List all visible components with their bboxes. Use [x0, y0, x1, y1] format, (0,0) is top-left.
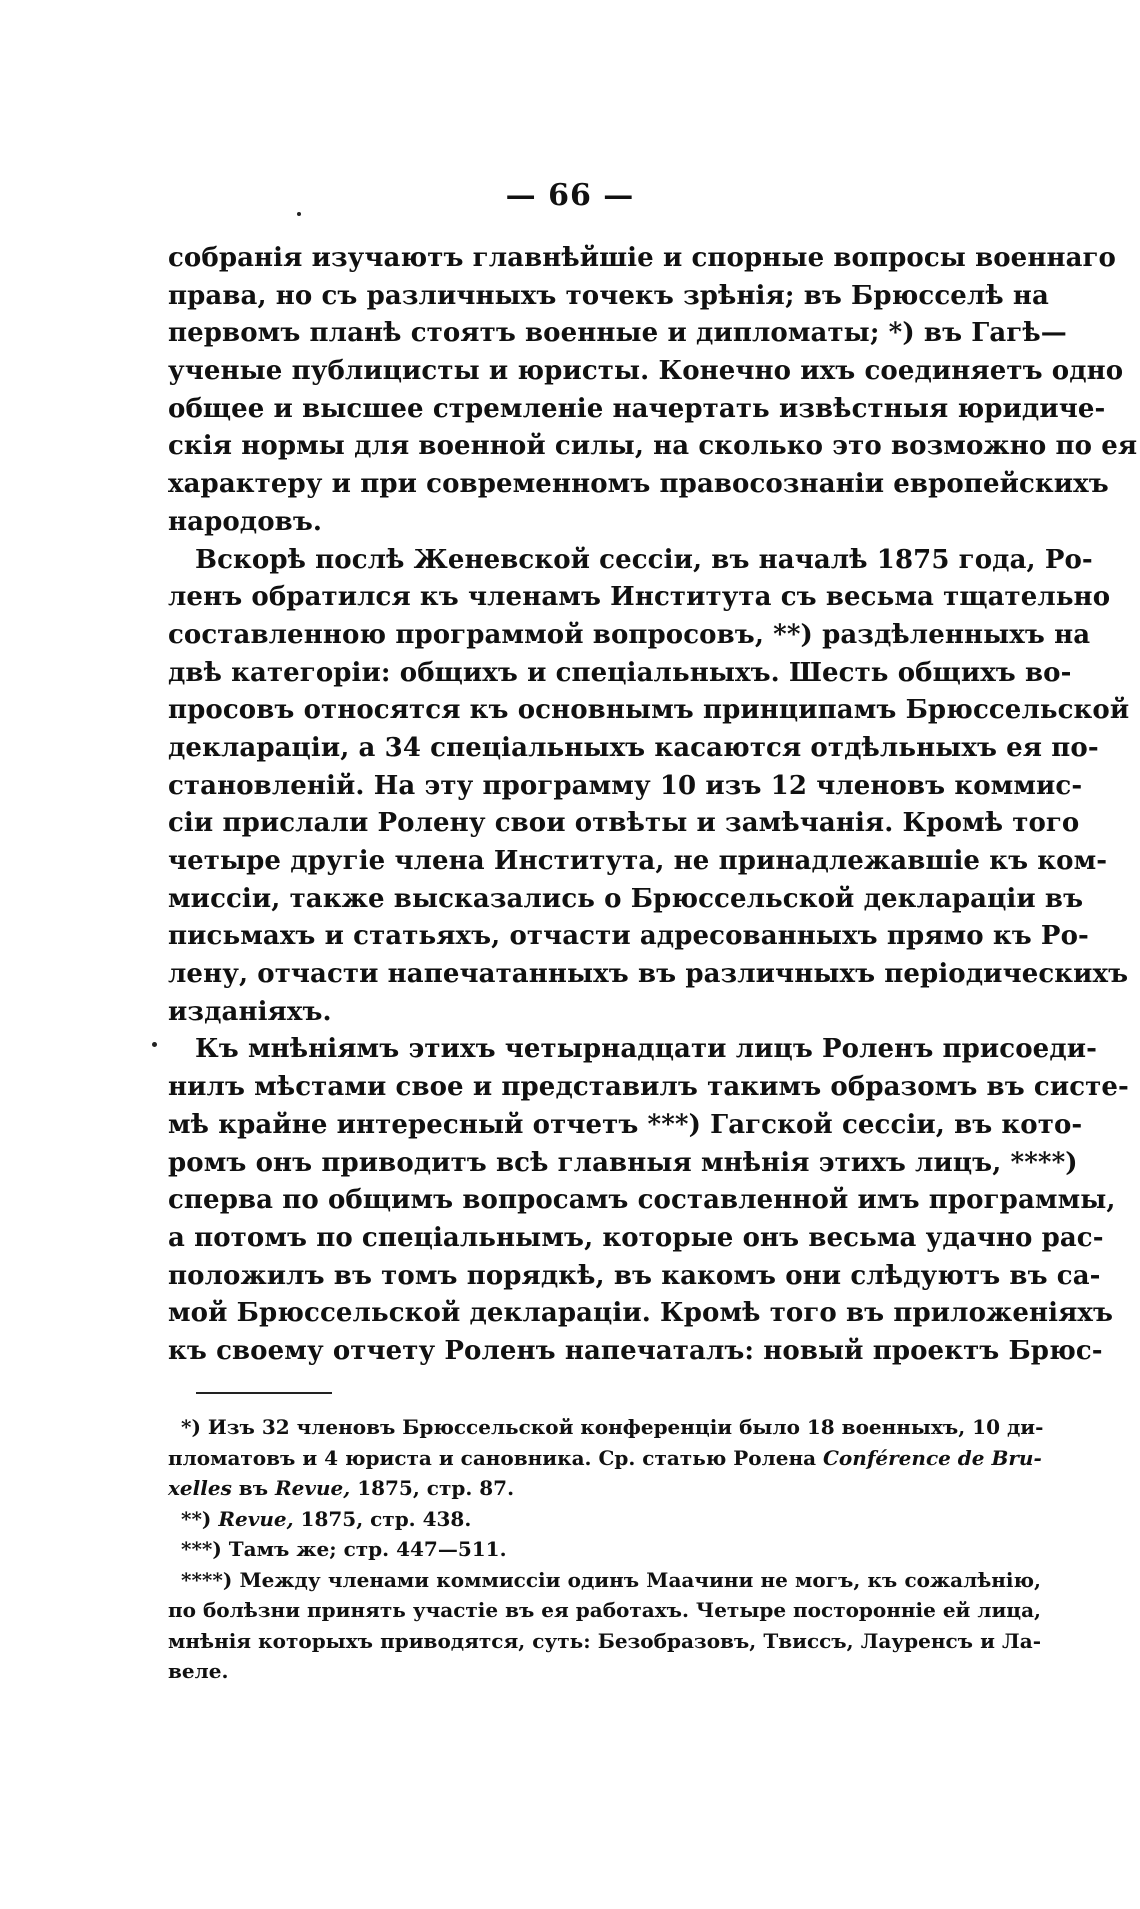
- text-line: лену, отчасти напечатанныхъ въ различныхъ періодическихъ: [168, 959, 1129, 990]
- footnote-1-text: пломатовъ и 4 юриста и сановника. Ср. статью Ролена: [168, 1445, 817, 1470]
- footnote-4-line: ****) Между членами коммиссіи одинъ Маачини не могъ, къ сожалѣнію,: [181, 1567, 1041, 1592]
- print-speck: [297, 212, 301, 216]
- footnote-1-line: [168, 1473, 1041, 1504]
- footnote-1-title: Conférence de Bru-: [823, 1445, 1042, 1470]
- footnote-2-mark: **): [181, 1506, 212, 1531]
- text-line: сперва по общимъ вопросамъ составленной имъ программы,: [168, 1185, 1116, 1216]
- text-line: первомъ планѣ стоятъ военные и дипломаты; *) въ Гагѣ—: [168, 318, 1067, 349]
- footnote-1-journal: Revue,: [275, 1476, 351, 1500]
- page-number: — 66 —: [505, 178, 635, 213]
- text-line: мой Брюссельской деклараціи. Кромѣ того въ приложеніяхъ: [168, 1298, 1114, 1329]
- text-line: мѣ крайне интересный отчетъ ***) Гагской сессіи, въ кото-: [168, 1109, 1083, 1140]
- text-line: скія нормы для военной силы, на сколько это возможно по ея: [168, 431, 1138, 462]
- footnote-4-line: веле.: [168, 1659, 229, 1683]
- footnote-4-line: по болѣзни принять участіе въ ея работахъ. Четыре посторонніе ей лица,: [168, 1598, 1041, 1622]
- footnote-2-text: 1875, стр. 438.: [300, 1506, 472, 1531]
- text-line: изданіяхъ.: [168, 996, 332, 1027]
- text-line: права, но съ различныхъ точекъ зрѣнія; въ Брюсселѣ на: [168, 280, 1049, 311]
- text-line: становленій. На эту программу 10 изъ 12 членовъ коммис-: [168, 770, 1083, 801]
- text-line: составленною программой вопросовъ, **) раздѣленныхъ на: [168, 619, 1091, 650]
- text-line: а потомъ по спеціальнымъ, которые онъ весьма удачно рас-: [168, 1222, 1104, 1253]
- footnote-separator: [196, 1392, 332, 1394]
- footnote-1-text: 1875, стр. 87.: [357, 1476, 515, 1500]
- text-line: положилъ въ томъ порядкѣ, въ какомъ они слѣдуютъ въ са-: [168, 1260, 1101, 1291]
- footnote-2-journal: Revue,: [218, 1506, 294, 1531]
- footnote-1-line: *) Изъ 32 членовъ Брюссельской конференціи было 18 военныхъ, 10 ди-: [181, 1415, 1044, 1439]
- footnote-4-line: мнѣнія которыхъ приводятся, суть: Безобразовъ, Твиссъ, Лауренсъ и Ла-: [168, 1628, 1041, 1653]
- text-line: общее и высшее стремленіе начертать извѣстныя юридиче-: [168, 393, 1106, 424]
- footnote-2: [168, 1504, 1041, 1535]
- footnote-1-title-end: xelles: [168, 1476, 232, 1500]
- text-line: народовъ.: [168, 506, 323, 537]
- text-line: собранія изучаютъ главнѣйшіе и спорные вопросы военнаго: [168, 243, 1116, 273]
- text-line: миссіи, также высказались о Брюссельской деклараціи въ: [168, 883, 1084, 914]
- print-speck: [152, 1042, 157, 1047]
- footnote-1-text: въ: [238, 1476, 269, 1500]
- text-line: ромъ онъ приводитъ всѣ главныя мнѣнія этихъ лицъ, ****): [168, 1147, 1078, 1178]
- paragraph-start: Къ мнѣніямъ этихъ четырнадцати лицъ Роленъ присоеди-: [195, 1034, 1098, 1065]
- text-line: ученые публицисты и юристы. Конечно ихъ соединяетъ одно: [168, 356, 1124, 387]
- text-line: просовъ относятся къ основнымъ принципамъ Брюссельской: [168, 695, 1130, 726]
- main-text: [168, 240, 1138, 1371]
- text-line: сіи прислали Ролену свои отвѣты и замѣчанія. Кромѣ того: [168, 808, 1080, 839]
- text-line: четыре другіе члена Института, не принадлежавшіе къ ком-: [168, 846, 1108, 876]
- text-line: письмахъ и статьяхъ, отчасти адресованныхъ прямо къ Ро-: [168, 921, 1089, 952]
- text-line: деклараціи, а 34 спеціальныхъ касаются отдѣльныхъ ея по-: [168, 732, 1099, 763]
- text-line: нилъ мѣстами свое и представилъ такимъ образомъ въ систе-: [168, 1072, 1129, 1103]
- text-line: къ своему отчету Роленъ напечаталъ: новый проектъ Брюс-: [168, 1335, 1103, 1366]
- text-line: двѣ категоріи: общихъ и спеціальныхъ. Шесть общихъ во-: [168, 657, 1072, 688]
- footnotes: [168, 1412, 1044, 1687]
- text-line: характеру и при современномъ правосознаніи европейскихъ: [168, 469, 1109, 500]
- footnote-1-line: [168, 1443, 1041, 1474]
- text-line: ленъ обратился къ членамъ Института съ весьма тщательно: [168, 582, 1111, 613]
- paragraph-start: Вскорѣ послѣ Женевской сессіи, въ началѣ 1875 года, Ро-: [195, 544, 1093, 575]
- footnote-3: ***) Тамъ же; стр. 447—511.: [181, 1537, 507, 1561]
